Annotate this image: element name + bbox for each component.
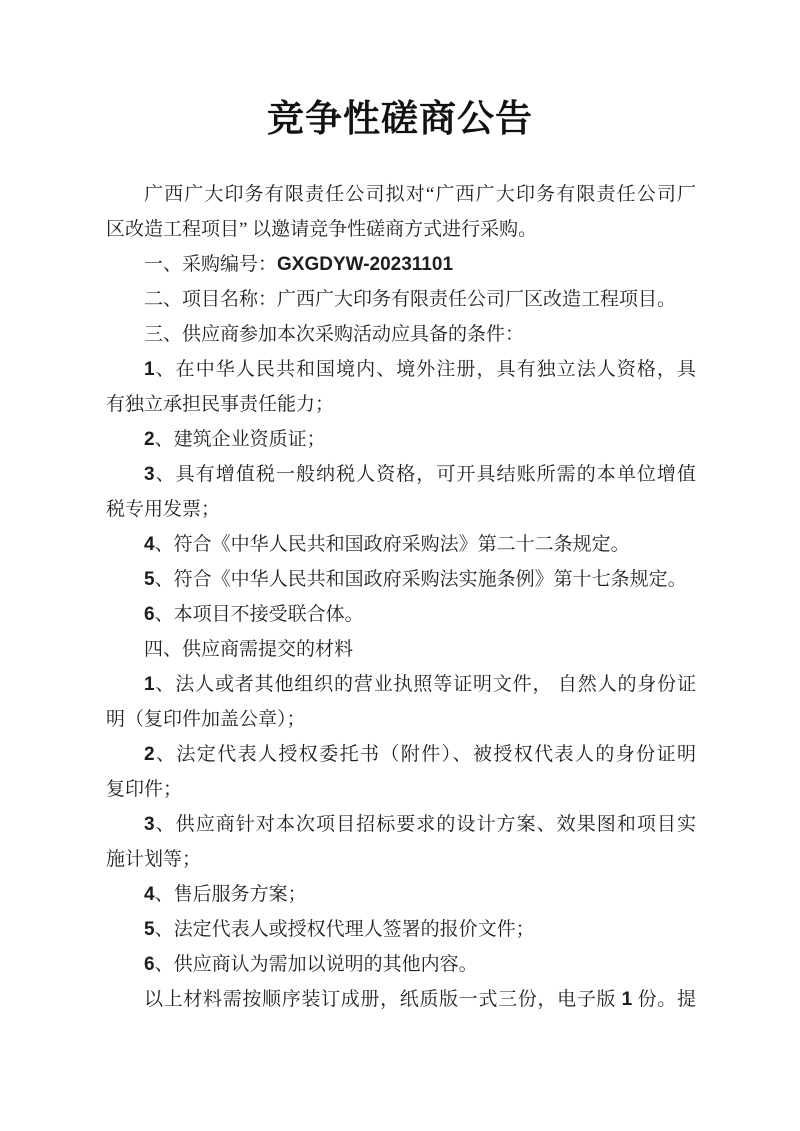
doc-line: 明（复印件加盖公章）；: [106, 709, 306, 730]
doc-line: 4、售后服务方案；: [144, 884, 307, 905]
doc-line: 3、具有增值税一般纳税人资格，可开具结账所需的本单位增值: [144, 464, 696, 485]
doc-line: 2、法定代表人授权委托书（附件）、被授权代表人的身份证明: [144, 744, 696, 765]
latin-text: 2: [144, 744, 155, 765]
latin-text: 5: [144, 919, 155, 940]
doc-line: 二、项目名称：广西广大印务有限责任公司厂区改造工程项目。: [144, 289, 677, 310]
latin-text: 6: [144, 604, 155, 625]
doc-line: 5、法定代表人或授权代理人签署的报价文件；: [144, 919, 535, 940]
doc-line: 2、建筑企业资质证；: [144, 429, 326, 450]
latin-text: 6: [144, 954, 155, 975]
doc-line: 1、在中华人民共和国境内、境外注册，具有独立法人资格，具: [144, 359, 696, 380]
doc-line: 税专用发票；: [106, 499, 221, 520]
latin-text: 2: [144, 429, 155, 450]
doc-line: 施计划等；: [106, 849, 202, 870]
latin-text: 4: [144, 534, 155, 555]
doc-line: 一、采购编号：GXGDYW-20231101: [144, 254, 454, 275]
latin-text: 4: [144, 884, 155, 905]
doc-line: 6、供应商认为需加以说明的其他内容。: [144, 954, 478, 975]
doc-line: 广西广大印务有限责任公司拟对“广西广大印务有限责任公司厂: [144, 184, 696, 205]
latin-text: 5: [144, 569, 155, 590]
doc-line: 三、供应商参加本次采购活动应具备的条件：: [144, 324, 525, 345]
doc-line: 有独立承担民事责任能力；: [106, 394, 335, 415]
doc-line: 4、符合《中华人民共和国政府采购法》第二十二条规定。: [144, 534, 630, 555]
doc-line: 1、法人或者其他组织的营业执照等证明文件， 自然人的身份证: [144, 674, 696, 695]
document-title: 竞争性磋商公告: [267, 97, 533, 140]
doc-line: 6、本项目不接受联合体。: [144, 604, 364, 625]
doc-line: 3、供应商针对本次项目招标要求的设计方案、效果图和项目实: [144, 814, 696, 835]
latin-text: GXGDYW-20231101: [277, 254, 454, 275]
latin-text: 3: [144, 464, 155, 485]
latin-text: 1: [144, 674, 155, 695]
doc-line: 四、供应商需提交的材料: [144, 639, 354, 660]
doc-line: 5、符合《中华人民共和国政府采购法实施条例》第十七条规定。: [144, 569, 687, 590]
latin-text: 3: [144, 814, 155, 835]
latin-text: 1: [144, 359, 155, 380]
doc-line: 区改造工程项目” 以邀请竞争性磋商方式进行采购。: [106, 219, 538, 240]
document-body: [106, 177, 696, 1017]
latin-text: 1: [621, 989, 633, 1010]
doc-line: 以上材料需按顺序装订成册，纸质版一式三份，电子版 1 份。提: [144, 989, 696, 1010]
doc-line: 复印件；: [106, 779, 183, 800]
